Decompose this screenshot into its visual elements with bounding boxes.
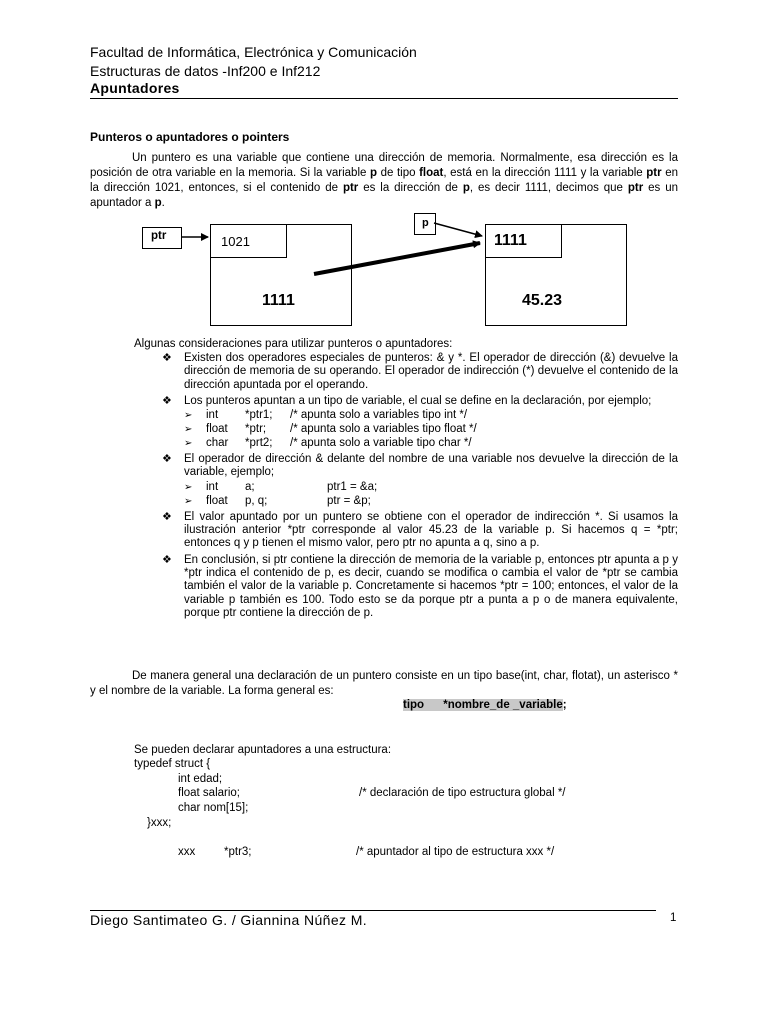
list-subitem: ➢ char *prt2; /* apunta solo a variable tipo char */	[184, 437, 472, 450]
list-subitem: ➢ float *ptr; /* apunta solo a variables tipo float */	[184, 423, 477, 436]
considerations-list	[160, 352, 678, 621]
pointer-arrow	[314, 243, 480, 274]
list-subitem: ➢ float p, q; ptr = &p;	[184, 494, 371, 507]
diagram-arrows	[0, 0, 768, 340]
header-title: Apuntadores	[90, 80, 180, 96]
code-line: xxx	[178, 846, 196, 858]
section-title: Punteros o apuntadores o pointers	[90, 130, 290, 144]
ptr-address: 1021	[221, 234, 250, 249]
code-line: float salario;	[178, 787, 241, 799]
ptr-label: ptr	[151, 230, 167, 242]
arrow-bullet-icon: ➢	[184, 410, 193, 422]
bullet-icon: ❖	[162, 352, 172, 364]
p-label-arrow	[434, 223, 482, 236]
code-comment: /* declaración de tipo estructura global */	[359, 787, 566, 799]
code-line: typedef struct {	[134, 758, 211, 770]
list-item: ❖ El operador de dirección & delante del nombre de una variable nos devuelve la dirección de la variable, ejemplo;	[162, 453, 678, 479]
code-line: *ptr3;	[224, 846, 252, 858]
header-course: Estructuras de datos -Inf200 e Inf212	[90, 63, 321, 79]
list-item: ❖ Existen dos operadores especiales de punteros: & y *. El operador de dirección (&) devuelve la dirección de memoria de su operando. El operador de indirección (*) devuelve el contenido de la dirección apuntada por el operando.	[162, 352, 678, 391]
list-item: ❖ El valor apuntado por un puntero se obtiene con el operador de indirección *. Si usamos la ilustración anterior *ptr corresponde al valor 45.23 de la variable p. Si hacemos q = *ptr; entonces q y p tienen el mismo valor, pero ptr no apunta a q, sino a p.	[162, 510, 678, 550]
footer-rule	[90, 910, 656, 911]
list-item: ❖ En conclusión, si ptr contiene la dirección de memoria de la variable p, entonces ptr apunta a p y *ptr indica el contenido de p, es decir, cuando se modifica o cambia el valor de *ptr se cambia también el valor de la variable p. Concretamente si hacemos *ptr = 100; entonces, el valor de la variable p también es 100. Todo esto se da porque ptr a punta a p o de manera equivalente, porque ptr contiene la dirección de p.	[162, 553, 678, 619]
list-item: ❖ Los punteros apuntan a un tipo de variable, el cual se define en la declaración, por ejemplo;	[162, 394, 652, 407]
general-paragraph: De manera general una declaración de un puntero consiste en un tipo base(int, char, flotat), un asterisco * y el nombre de la variable. La forma general es:	[90, 670, 678, 697]
general-form: tipo *nombre_de _variable;	[403, 699, 567, 711]
bullet-icon: ❖	[162, 510, 172, 523]
arrow-bullet-icon: ➢	[184, 495, 193, 507]
p-value: 45.23	[522, 292, 563, 309]
bullet-icon: ❖	[162, 453, 172, 466]
footer-authors: Diego Santimateo G. / Giannina Núñez M.	[90, 912, 368, 928]
page-number: 1	[670, 912, 677, 924]
p-label: p	[422, 217, 429, 229]
arrow-bullet-icon: ➢	[184, 481, 193, 493]
list-subitem: ➢ int *ptr1; /* apunta solo a variables tipo int */	[184, 409, 468, 422]
code-line: }xxx;	[147, 817, 172, 829]
intro-paragraph: Un puntero es una variable que contiene una dirección de memoria. Normalmente, esa dirección es la posición de otra variable en la memoria. Si la variable p de tipo float, está en la dirección 1111 y la variable ptr en la dirección 1021, entonces, si el contenido de ptr es la dirección de p, es decir 1111, decimos que ptr es un apuntador a p.	[90, 152, 679, 209]
arrow-bullet-icon: ➢	[184, 438, 193, 450]
struct-intro: Se pueden declarar apuntadores a una estructura:	[134, 744, 392, 756]
code-comment: /* apuntador al tipo de estructura xxx */	[356, 846, 555, 858]
p-address: 1111	[494, 232, 527, 249]
considerations-intro: Algunas consideraciones para utilizar punteros o apuntadores:	[134, 338, 453, 350]
bullet-icon: ❖	[162, 394, 172, 407]
arrow-bullet-icon: ➢	[184, 424, 193, 436]
code-line: int edad;	[178, 773, 223, 785]
header-faculty: Facultad de Informática, Electrónica y Comunicación	[90, 44, 417, 60]
bullet-icon: ❖	[162, 553, 172, 566]
code-line: char nom[15];	[178, 802, 249, 814]
ptr-value: 1111	[262, 292, 295, 309]
list-subitem: ➢ int a; ptr1 = &a;	[184, 480, 378, 493]
